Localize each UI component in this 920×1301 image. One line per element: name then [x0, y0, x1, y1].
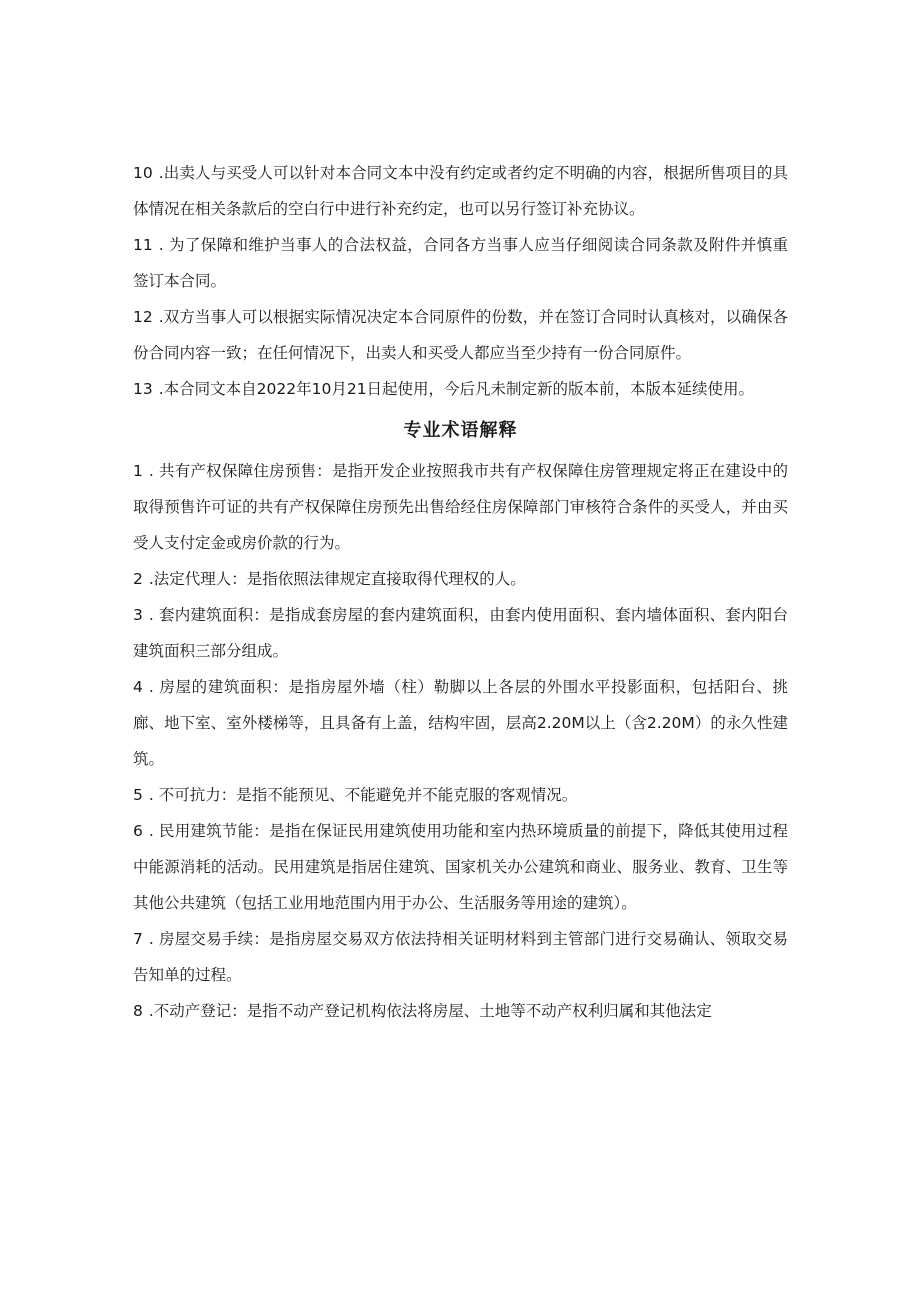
list-item: [133, 155, 788, 227]
item-number: 1: [133, 462, 143, 480]
terms-list: [133, 453, 788, 1029]
list-item: [133, 561, 788, 597]
item-text: . 共有产权保障住房预售：是指开发企业按照我市共有产权保障住房管理规定将正在建设中的取得预售许可证的共有产权保障住房预先出售给经住房保障部门审核符合条件的买受人，并由买受人支付定金或房价款的行为。: [133, 462, 788, 552]
item-number: 10: [133, 164, 153, 182]
list-item: [133, 299, 788, 371]
document-page: [133, 155, 788, 1029]
intro-list: [133, 155, 788, 407]
item-text: . 为了保障和维护当事人的合法权益，合同各方当事人应当仔细阅读合同条款及附件并慎重签订本合同。: [133, 236, 788, 290]
list-item: [133, 669, 788, 777]
item-number: 7: [133, 930, 143, 948]
list-item: [133, 453, 788, 561]
item-number: 2: [133, 570, 143, 588]
section-title: 专业术语解释: [403, 420, 518, 441]
item-number: 3: [133, 606, 143, 624]
list-item: [133, 777, 788, 813]
item-number: 11: [133, 236, 153, 254]
item-number: 13: [133, 380, 153, 398]
item-text: .不动产登记：是指不动产登记机构依法将房屋、土地等不动产权利归属和其他法定: [148, 1002, 712, 1020]
item-number: 8: [133, 1002, 143, 1020]
item-text: . 民用建筑节能：是指在保证民用建筑使用功能和室内热环境质量的前提下，降低其使用过程中能源消耗的活动。民用建筑是指居住建筑、国家机关办公建筑和商业、服务业、教育、卫生等其他公共建筑（包括工业用地范围内用于办公、生活服务等用途的建筑）。: [133, 822, 788, 912]
item-text: . 不可抗力：是指不能预见、不能避免并不能克服的客观情况。: [148, 786, 578, 804]
list-item: [133, 993, 788, 1029]
item-number: 4: [133, 678, 143, 696]
list-item: [133, 921, 788, 993]
item-text: .出卖人与买受人可以针对本合同文本中没有约定或者约定不明确的内容，根据所售项目的具体情况在相关条款后的空白行中进行补充约定，也可以另行签订补充协议。: [133, 164, 788, 218]
item-text: . 房屋交易手续：是指房屋交易双方依法持相关证明材料到主管部门进行交易确认、领取交易告知单的过程。: [133, 930, 788, 984]
item-number: 12: [133, 308, 153, 326]
list-item: [133, 227, 788, 299]
item-number: 6: [133, 822, 143, 840]
list-item: [133, 371, 788, 407]
item-text: .法定代理人：是指依照法律规定直接取得代理权的人。: [148, 570, 526, 588]
item-text: .本合同文本自2022年10月21日起使用，今后凡未制定新的版本前，本版本延续使用。: [158, 380, 755, 398]
list-item: [133, 813, 788, 921]
list-item: [133, 597, 788, 669]
item-text: . 套内建筑面积：是指成套房屋的套内建筑面积，由套内使用面积、套内墙体面积、套内阳台建筑面积三部分组成。: [133, 606, 788, 660]
item-number: 5: [133, 786, 143, 804]
item-text: . 房屋的建筑面积：是指房屋外墙（柱）勒脚以上各层的外围水平投影面积，包括阳台、挑廊、地下室、室外楼梯等，且具备有上盖，结构牢固，层高2.20M以上（含2.20M）的永久性建筑。: [133, 678, 788, 768]
item-text: .双方当事人可以根据实际情况决定本合同原件的份数，并在签订合同时认真核对，以确保各份合同内容一致；在任何情况下，出卖人和买受人都应当至少持有一份合同原件。: [133, 308, 788, 362]
